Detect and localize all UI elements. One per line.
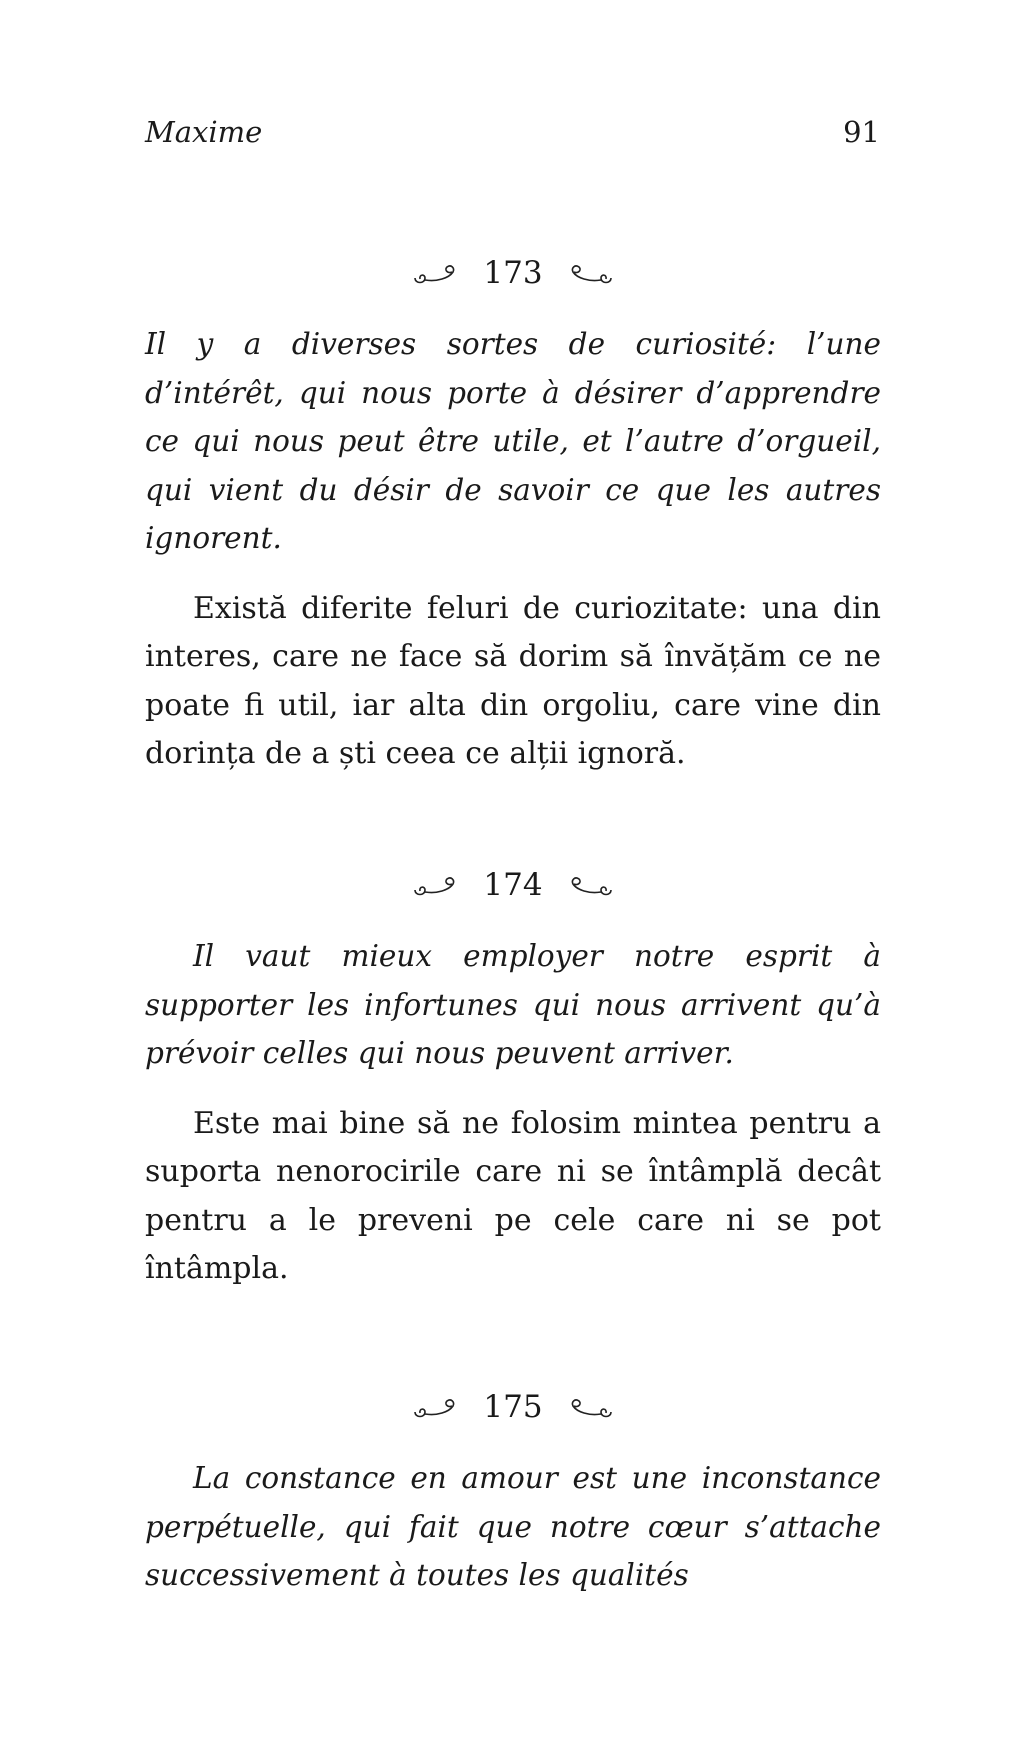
romanian-translation: Există diferite feluri de curiozitate: una din interes, care ne face să dorim să învățăm ce ne poate fi util, iar alta din orgoliu, care vine din dorința de a ști ceea ce alții ignoră. (145, 590, 881, 771)
maxim-number: 175 (483, 1389, 543, 1425)
running-head (145, 115, 880, 155)
maxim-number: 173 (483, 255, 543, 291)
right-flourish-icon (553, 260, 615, 286)
right-flourish-icon (553, 1394, 615, 1420)
maxim-175 (145, 1382, 881, 1600)
french-text: La constance en amour est une inconstance perpétuelle, qui fait que notre cœur s’attache successivement à toutes les qualités (145, 1461, 881, 1592)
right-flourish-icon (553, 872, 615, 898)
maxim-heading (145, 248, 881, 298)
maxim-173 (145, 248, 881, 779)
running-title: Maxime (145, 115, 263, 149)
left-flourish-icon (411, 1394, 473, 1420)
maxim-heading (145, 1382, 881, 1432)
french-text: Il vaut mieux employer notre esprit à supporter les infortunes qui nous arrivent qu’à prévoir celles qui nous peuvent arriver. (145, 939, 881, 1070)
left-flourish-icon (411, 872, 473, 898)
romanian-translation: Este mai bine să ne folosim mintea pentru a suporta nenorocirile care ni se întâmplă decât pentru a le preveni pe cele care ni se pot întâmpla. (145, 1105, 881, 1286)
maxim-heading (145, 860, 881, 910)
maxim-number: 174 (483, 867, 543, 903)
left-flourish-icon (411, 260, 473, 286)
maxim-174 (145, 860, 881, 1294)
french-text: Il y a diverses sortes de curiosité: l’une d’intérêt, qui nous porte à désirer d’apprendre ce qui nous peut être utile, et l’autre d’orgueil, qui vient du désir de savoir ce que les autres ignorent. (145, 327, 881, 555)
page-number: 91 (843, 115, 880, 149)
